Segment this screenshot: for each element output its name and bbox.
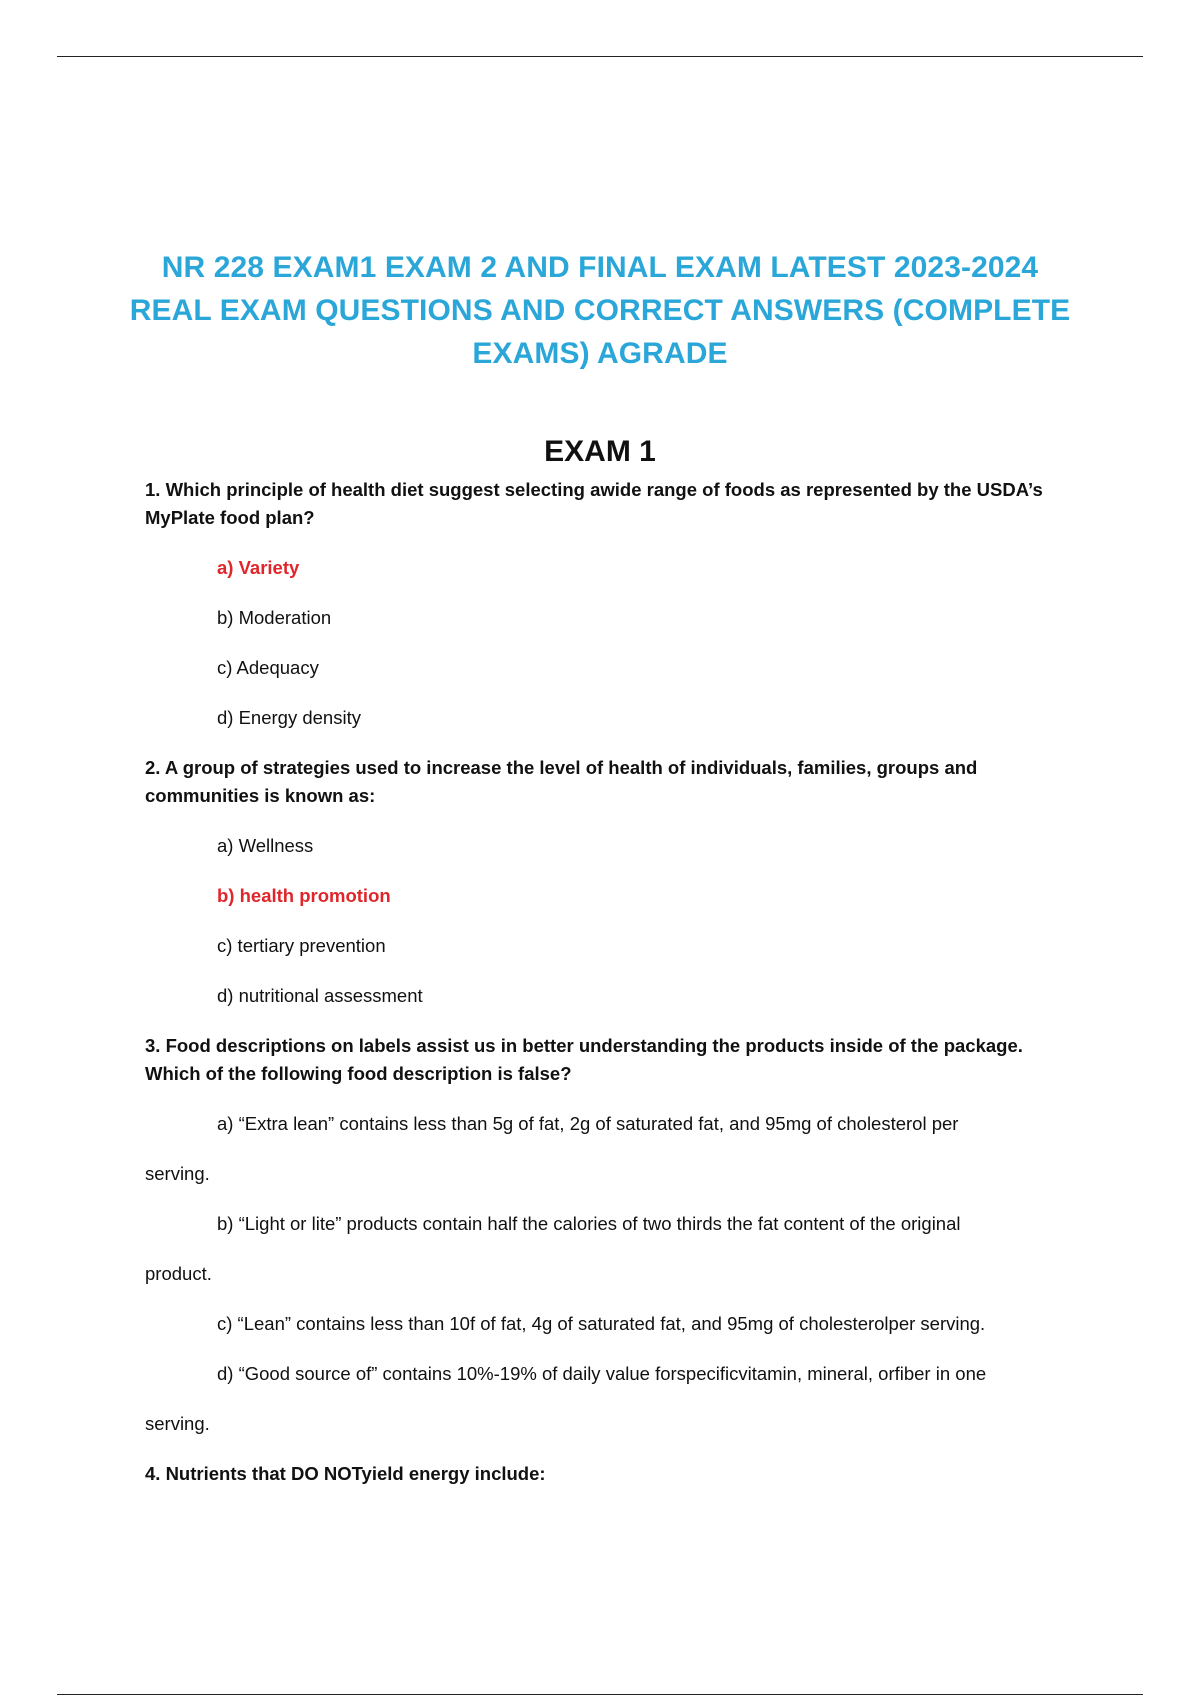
- answer-option: [145, 1110, 1075, 1188]
- answer-option-text: b) health promotion: [217, 885, 391, 906]
- answer-option-continuation: product.: [145, 1263, 212, 1284]
- question-text: 1. Which principle of health diet suggest selecting awide range of foods as represented by the USDA’s MyPlate food plan?: [145, 479, 1043, 528]
- answer-option: [145, 1210, 1075, 1288]
- answer-option-text: c) “Lean” contains less than 10f of fat, 4g of saturated fat, and 95mg of cholesterolper serving.: [217, 1313, 986, 1334]
- top-rule: [57, 56, 1143, 57]
- answer-option-text: a) Wellness: [217, 835, 314, 856]
- answer-option-text: c) tertiary prevention: [217, 935, 386, 956]
- answer-option: [145, 982, 1075, 1010]
- answer-option-text: d) nutritional assessment: [217, 985, 423, 1006]
- answer-option-text: d) “Good source of” contains 10%-19% of daily value forspecificvitamin, mineral, orfiber in one: [217, 1363, 987, 1384]
- title-line-3: EXAMS) AGRADE: [472, 337, 728, 370]
- answer-option-continuation: serving.: [145, 1163, 210, 1184]
- question-block: [145, 1032, 1075, 1438]
- question-text: 2. A group of strategies used to increase the level of health of individuals, families, groups and communities is known as:: [145, 757, 978, 806]
- title-line-2: REAL EXAM QUESTIONS AND CORRECT ANSWERS (COMPLETE: [129, 294, 1071, 327]
- question-block: [145, 476, 1075, 732]
- section-heading: EXAM 1: [544, 435, 656, 468]
- question-block: [145, 1460, 1075, 1488]
- document-title: [120, 246, 1080, 375]
- answer-option: [145, 832, 1075, 860]
- bottom-rule: [57, 1694, 1143, 1695]
- question-text: 3. Food descriptions on labels assist us in better understanding the products inside of the package. Which of the following food description is false?: [145, 1035, 1023, 1084]
- answer-option: [145, 604, 1075, 632]
- answer-option-correct: [145, 882, 1075, 910]
- answer-option-text: b) “Light or lite” products contain half the calories of two thirds the fat content of the original: [217, 1213, 961, 1234]
- answer-option: [145, 704, 1075, 732]
- answer-option-text: b) Moderation: [217, 607, 332, 628]
- answer-options: [145, 554, 1075, 732]
- question-text: 4. Nutrients that DO NOTyield energy include:: [145, 1463, 546, 1484]
- title-line-1: NR 228 EXAM1 EXAM 2 AND FINAL EXAM LATEST 2023-2024: [161, 251, 1039, 284]
- answer-option: [145, 1310, 1075, 1338]
- answer-option-correct: [145, 554, 1075, 582]
- answer-option-text: d) Energy density: [217, 707, 361, 728]
- answer-option: [145, 1360, 1075, 1438]
- answer-option: [145, 654, 1075, 682]
- answer-options: [145, 1110, 1075, 1438]
- question-list: [145, 476, 1075, 1488]
- answer-option-text: c) Adequacy: [217, 657, 319, 678]
- answer-option-text: a) Variety: [217, 557, 300, 578]
- answer-option: [145, 932, 1075, 960]
- answer-option-continuation: serving.: [145, 1413, 210, 1434]
- answer-option-text: a) “Extra lean” contains less than 5g of fat, 2g of saturated fat, and 95mg of cholesterol per: [217, 1113, 959, 1134]
- answer-options: [145, 832, 1075, 1010]
- question-block: [145, 754, 1075, 1010]
